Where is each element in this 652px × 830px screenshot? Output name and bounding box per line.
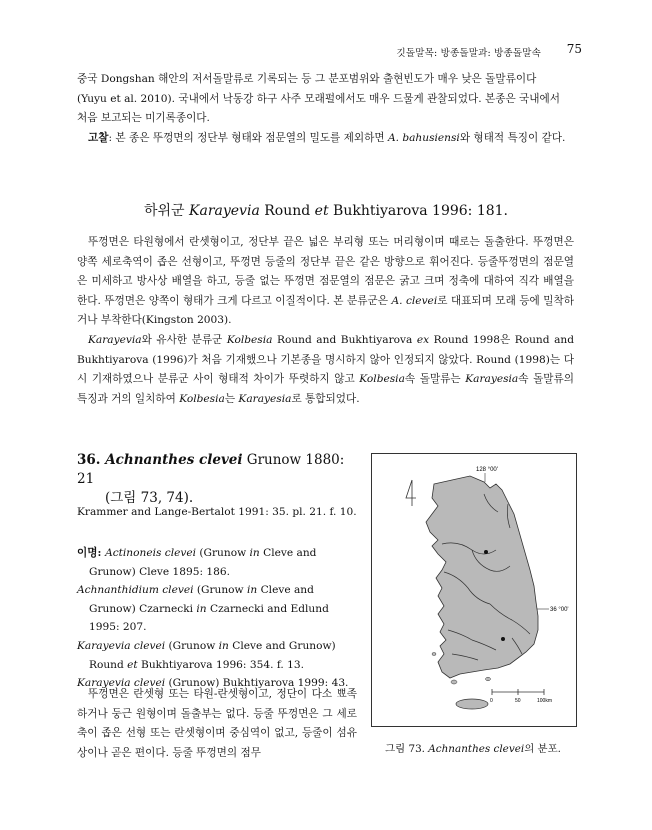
taxon-karayesia-2: Karayesia	[238, 392, 292, 405]
species-author: Grunow 1880: 21	[77, 452, 345, 487]
literature-reference: Krammer and Lange-Bertalot 1991: 35. pl. 21. f. 10.	[77, 506, 357, 518]
taxon-kolbesia-1: Kolbesia	[226, 333, 273, 346]
remark-species: A. bahusiensi	[387, 131, 460, 144]
desc-text-2j: 속 돌말류의 특징과 거의 일치하여	[77, 373, 575, 405]
caption-prefix: 그림 73.	[385, 743, 429, 755]
synonym-1-species: Actinoneis clevei	[105, 547, 197, 559]
subgenus-desc-para-2	[77, 331, 574, 409]
species-figs: (그림 73, 74).	[105, 490, 194, 506]
species-description: 뚜껑면은 란셋형 또는 타원-란셋형이고, 정단이 다소 뾰족하거나 둥근 원형이며 돌출부는 없다. 등줄 뚜껑면은 그 세로축이 좁은 선형 또는 란셋형이며 중심역이 없고, 등줄이 섬유상이나 곧은 편이다. 등줄 뚜껑면의 점무	[77, 688, 357, 759]
synonym-4-species: Karayevia clevei	[77, 677, 166, 690]
synonym-1: 이명: Actinoneis clevei (Grunow in Cleve and Grunow) Cleve 1895: 186.	[77, 547, 317, 578]
synonym-4-a: (Grunow) Bukhtiyarova 1999: 43.	[165, 677, 349, 690]
latitude-label: 36 °00'	[550, 607, 569, 613]
synonym-2	[77, 581, 357, 637]
species-name: Achnanthes clevei	[105, 452, 243, 468]
remark-label: 고찰	[88, 131, 109, 144]
synonym-label: 이명	[77, 547, 98, 559]
taxon-kolbesia-2: Kolbesia	[359, 373, 405, 386]
small-island-1	[451, 680, 457, 684]
desc-text-2n: 로 통합되었다.	[291, 392, 360, 405]
subgenus-author1: Round	[259, 203, 315, 219]
synonym-1-in: in	[249, 547, 260, 559]
taxon-karayevia: Karayevia	[88, 333, 142, 346]
intro-line-2: (Yuyu et al. 2010). 국내에서 낙동강 하구 사주 모래펄에서도 매우 드물게 관찰되었다. 본종은 국내에서	[77, 92, 560, 105]
caption-species: Achnanthes clevei	[428, 743, 525, 755]
scale-50: 50	[515, 698, 521, 704]
synonym-2-c: Czarnecki and Edlund 1995: 207.	[89, 602, 329, 634]
species-title-line	[77, 451, 357, 489]
jeju-island	[456, 699, 488, 709]
longitude-label: 128 °00'	[476, 467, 498, 473]
subgenus-author2: Bukhtiyarova 1996: 181.	[328, 203, 509, 219]
intro-line-1: 중국 Dongshan 해안의 저서돌말류로 기록되는 등 그 분포범위와 출현빈도가 매우 낮은 돌말류이다	[77, 73, 537, 85]
running-header-title: 깃돌말목: 방종돌말과: 방종돌말속	[396, 48, 541, 59]
scale-100: 100km	[537, 698, 553, 704]
desc-text-2b: 와 유사한 분류군	[141, 333, 227, 346]
synonym-3-b: Cleve and Grunow) Round	[89, 639, 336, 671]
sample-point-2	[501, 637, 505, 641]
synonym-2-in: in	[246, 584, 258, 597]
synonym-3	[77, 637, 357, 674]
small-island-3	[432, 653, 436, 656]
subgenus-heading	[0, 200, 652, 220]
desc-text-2f: Round 1998은 Round and Bukhtiyarova (1996)가 처음 기재했으나 기본종을 명시하지 않아 인정되지 않았다. Round (1998)는 다시 기재하였으나 분류군 사이 형태적 차이가 뚜렷하지 않고	[77, 333, 574, 386]
remark-pre: : 본 종은 뚜껑면의 정단부 형태와 점문열의 밀도를 제외하면	[108, 131, 388, 144]
desc-text-2h: 속 돌말류는	[404, 373, 466, 386]
remark-line	[77, 129, 574, 149]
synonym-2-species: Achnanthidium clevei	[77, 584, 194, 597]
synonym-3-a: (Grunow	[165, 639, 219, 652]
synonym-3-in: in	[218, 639, 229, 652]
synonym-1-b: Cleve and Grunow) Cleve 1895: 186.	[89, 547, 317, 578]
word-ex: ex	[416, 333, 430, 346]
remark-post: 와 형태적 특징이 같다.	[459, 131, 566, 144]
intro-line-3: 처음 보고되는 미기록종이다.	[77, 112, 210, 125]
scale-bar	[490, 689, 552, 704]
intro-paragraph	[77, 70, 574, 148]
sample-point-1	[484, 550, 488, 554]
species-heading	[77, 451, 357, 508]
page-number: 75	[566, 42, 582, 56]
desc-text-2l: 는	[224, 392, 239, 405]
subgenus-prefix: 하위군	[143, 203, 190, 219]
distribution-map	[371, 453, 577, 727]
subgenus-name: Karayevia	[189, 203, 260, 219]
synonym-1-a: (Grunow	[196, 547, 250, 559]
taxon-karayesia-1: Karayesia	[465, 373, 519, 386]
subgenus-et: et	[314, 203, 329, 219]
synonym-2-a: (Grunow	[193, 584, 247, 597]
synonym-3-c: Bukhtiyarova 1996: 354. f. 13.	[137, 658, 304, 671]
synonym-list	[77, 544, 357, 693]
desc-text-1: 뚜껑면은 타원형에서 란셋형이고, 정단부 끝은 넓은 부리형 또는 머리형이며 때로는 돌출한다. 뚜껑면은 양쪽 세로축역이 좁은 선형이고, 뚜껑면 등줄의 정단부 끝은 같은 방향으로 휘어진다. 등줄뚜껑면의 점문열은 미세하고 방사상 배열을 하고, 등줄 없는 뚜껑면 점문열의 점문은 굵고 크며 정축에 대하여 직각 배열을 한다. 뚜껑면은 양쪽이 형태가 크게 다르고 이질적이다. 본 분류군은	[77, 236, 574, 307]
synonym-3-species: Karayevia clevei	[77, 639, 166, 652]
small-island-2	[486, 677, 491, 681]
synonym-2-in2: in	[196, 602, 207, 615]
synonym-3-et: et	[127, 658, 138, 671]
figure-caption	[371, 740, 575, 755]
desc-species: A. clevei	[391, 294, 438, 307]
north-arrow-icon	[406, 480, 416, 506]
caption-suffix: 의 분포.	[524, 743, 561, 755]
synonym-2-b: Cleve and Grunow) Czarnecki	[89, 584, 314, 615]
desc-text-2d: Round and Bukhtiyarova	[272, 333, 417, 346]
korea-landmass	[426, 476, 538, 678]
scale-0: 0	[490, 698, 493, 704]
korea-map-svg	[372, 454, 576, 726]
species-number: 36.	[77, 452, 106, 468]
subgenus-desc-para-1	[77, 233, 574, 331]
taxon-kolbesia-3: Kolbesia	[179, 392, 225, 405]
subgenus-description	[77, 233, 574, 409]
desc-text-1-end: 로 대표되며 모래 등에 밀착하거나 부착한다(Kingston 2003).	[77, 294, 574, 327]
